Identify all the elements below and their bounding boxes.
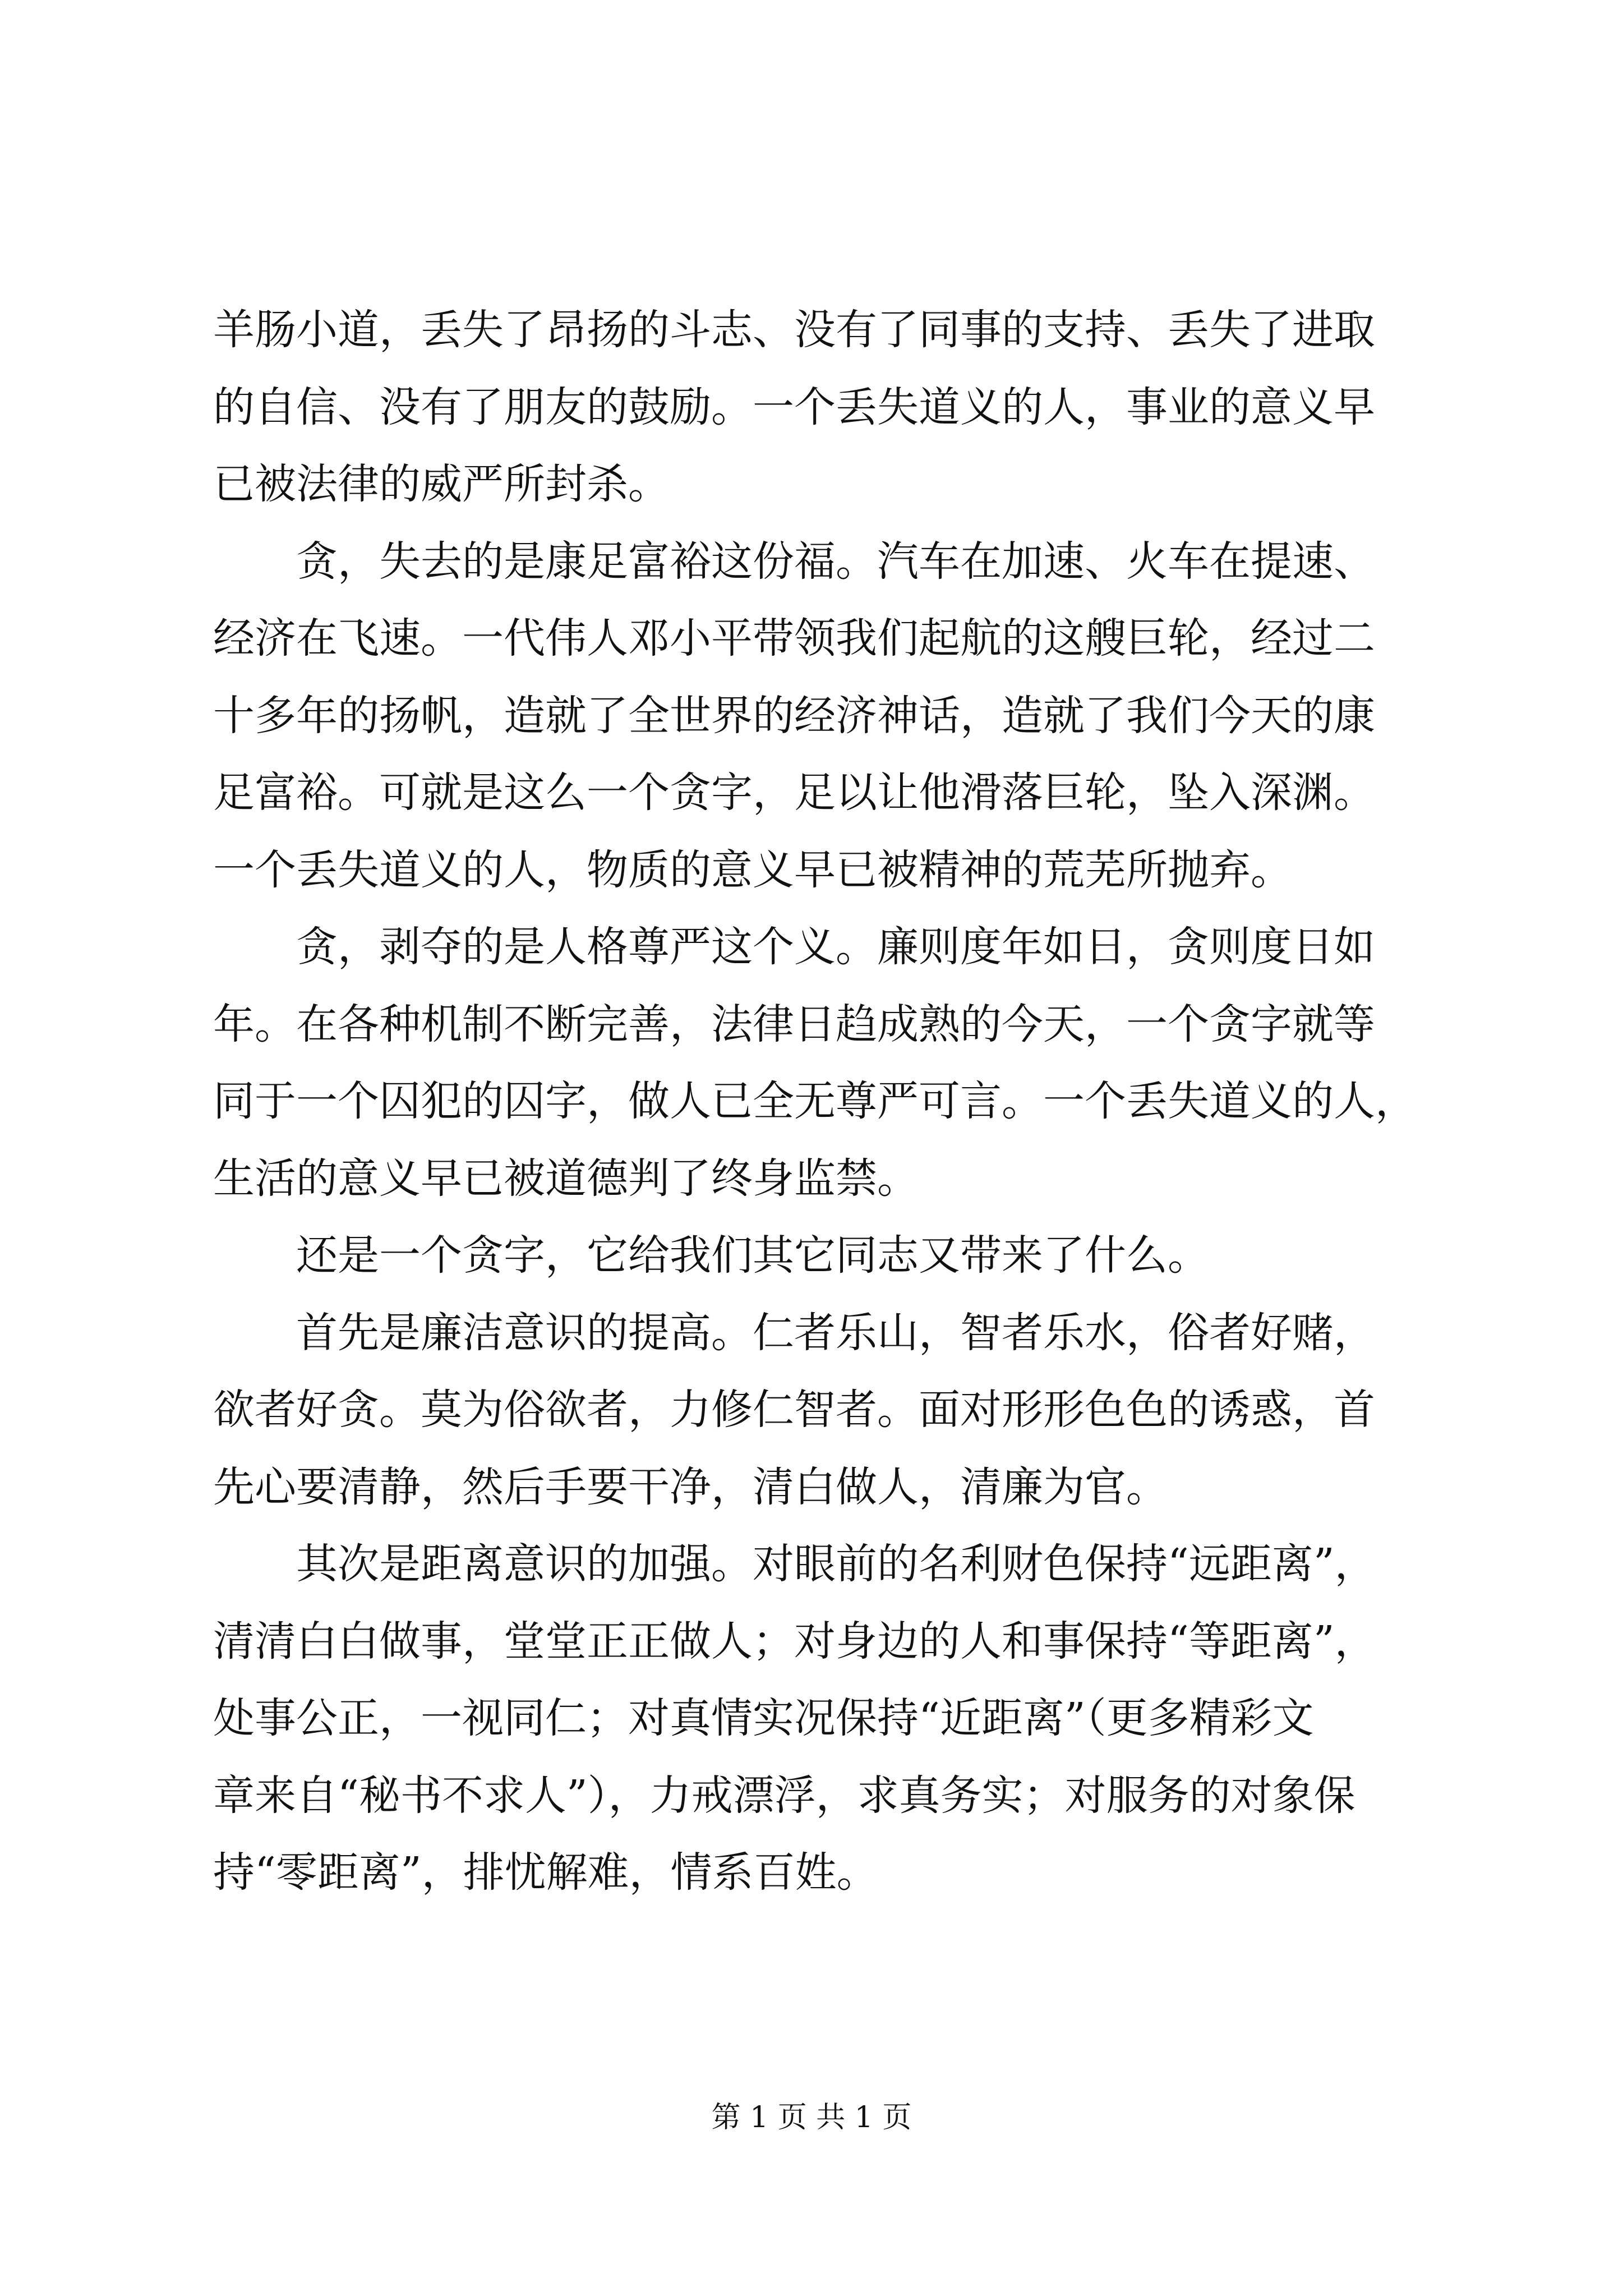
document-body	[213, 292, 1417, 1912]
text-line: 经济在飞速。一代伟人邓小平带领我们起航的这艘巨轮，经过二	[213, 614, 1375, 662]
text-line: 章来自“秘书不求人”），力戒漂浮，求真务实；对服务的对象保	[213, 1771, 1355, 1820]
paragraph-first-line: 首先是廉洁意识的提高。仁者乐山，智者乐水，俗者好赌，	[296, 1308, 1375, 1357]
paragraph-first-line: 其次是距离意识的加强。对眼前的名利财色保持“远距离”，	[296, 1540, 1376, 1588]
paragraph-first-line: 贪，失去的是康足富裕这份福。汽车在加速、火车在提速、	[296, 537, 1375, 586]
text-line: 清清白白做事，堂堂正正做人；对身边的人和事保持“等距离”，	[213, 1617, 1376, 1665]
text-line: 十多年的扬帆，造就了全世界的经济神话，造就了我们今天的康	[213, 691, 1375, 740]
text-line: 生活的意义早已被道德判了终身监禁。	[213, 1154, 919, 1203]
paragraph-first-line: 还是一个贪字，它给我们其它同志又带来了什么。	[296, 1231, 1209, 1280]
text-line: 先心要清静，然后手要干净，清白做人，清廉为官。	[213, 1462, 1168, 1511]
text-line: 羊肠小道，丢失了昂扬的斗志、没有了同事的支持、丢失了进取	[213, 306, 1375, 354]
text-line: 持“零距离”，排忧解难，情系百姓。	[213, 1848, 878, 1897]
paragraph-first-line: 贪，剥夺的是人格尊严这个义。廉则度年如日，贪则度日如	[296, 923, 1375, 971]
text-line: 足富裕。可就是这么一个贪字，足以让他滑落巨轮，坠入深渊。	[213, 769, 1375, 817]
page-footer: 第 1 页 共 1 页	[711, 2101, 912, 2134]
text-line: 一个丢失道义的人，物质的意义早已被精神的荒芜所抛弃。	[213, 845, 1292, 894]
text-line: 的自信、没有了朋友的鼓励。一个丢失道义的人，事业的意义早	[213, 383, 1375, 431]
text-line: 处事公正，一视同仁；对真情实况保持“近距离”（更多精彩文	[213, 1694, 1314, 1742]
text-line: 欲者好贪。莫为俗欲者，力修仁智者。面对形形色色的诱惑，首	[213, 1386, 1375, 1434]
text-line: 同于一个囚犯的囚字，做人已全无尊严可言。一个丢失道义的人，	[213, 1077, 1417, 1125]
text-line: 已被法律的威严所封杀。	[213, 460, 670, 508]
text-line: 年。在各种机制不断完善，法律日趋成熟的今天，一个贪字就等	[213, 1000, 1375, 1048]
